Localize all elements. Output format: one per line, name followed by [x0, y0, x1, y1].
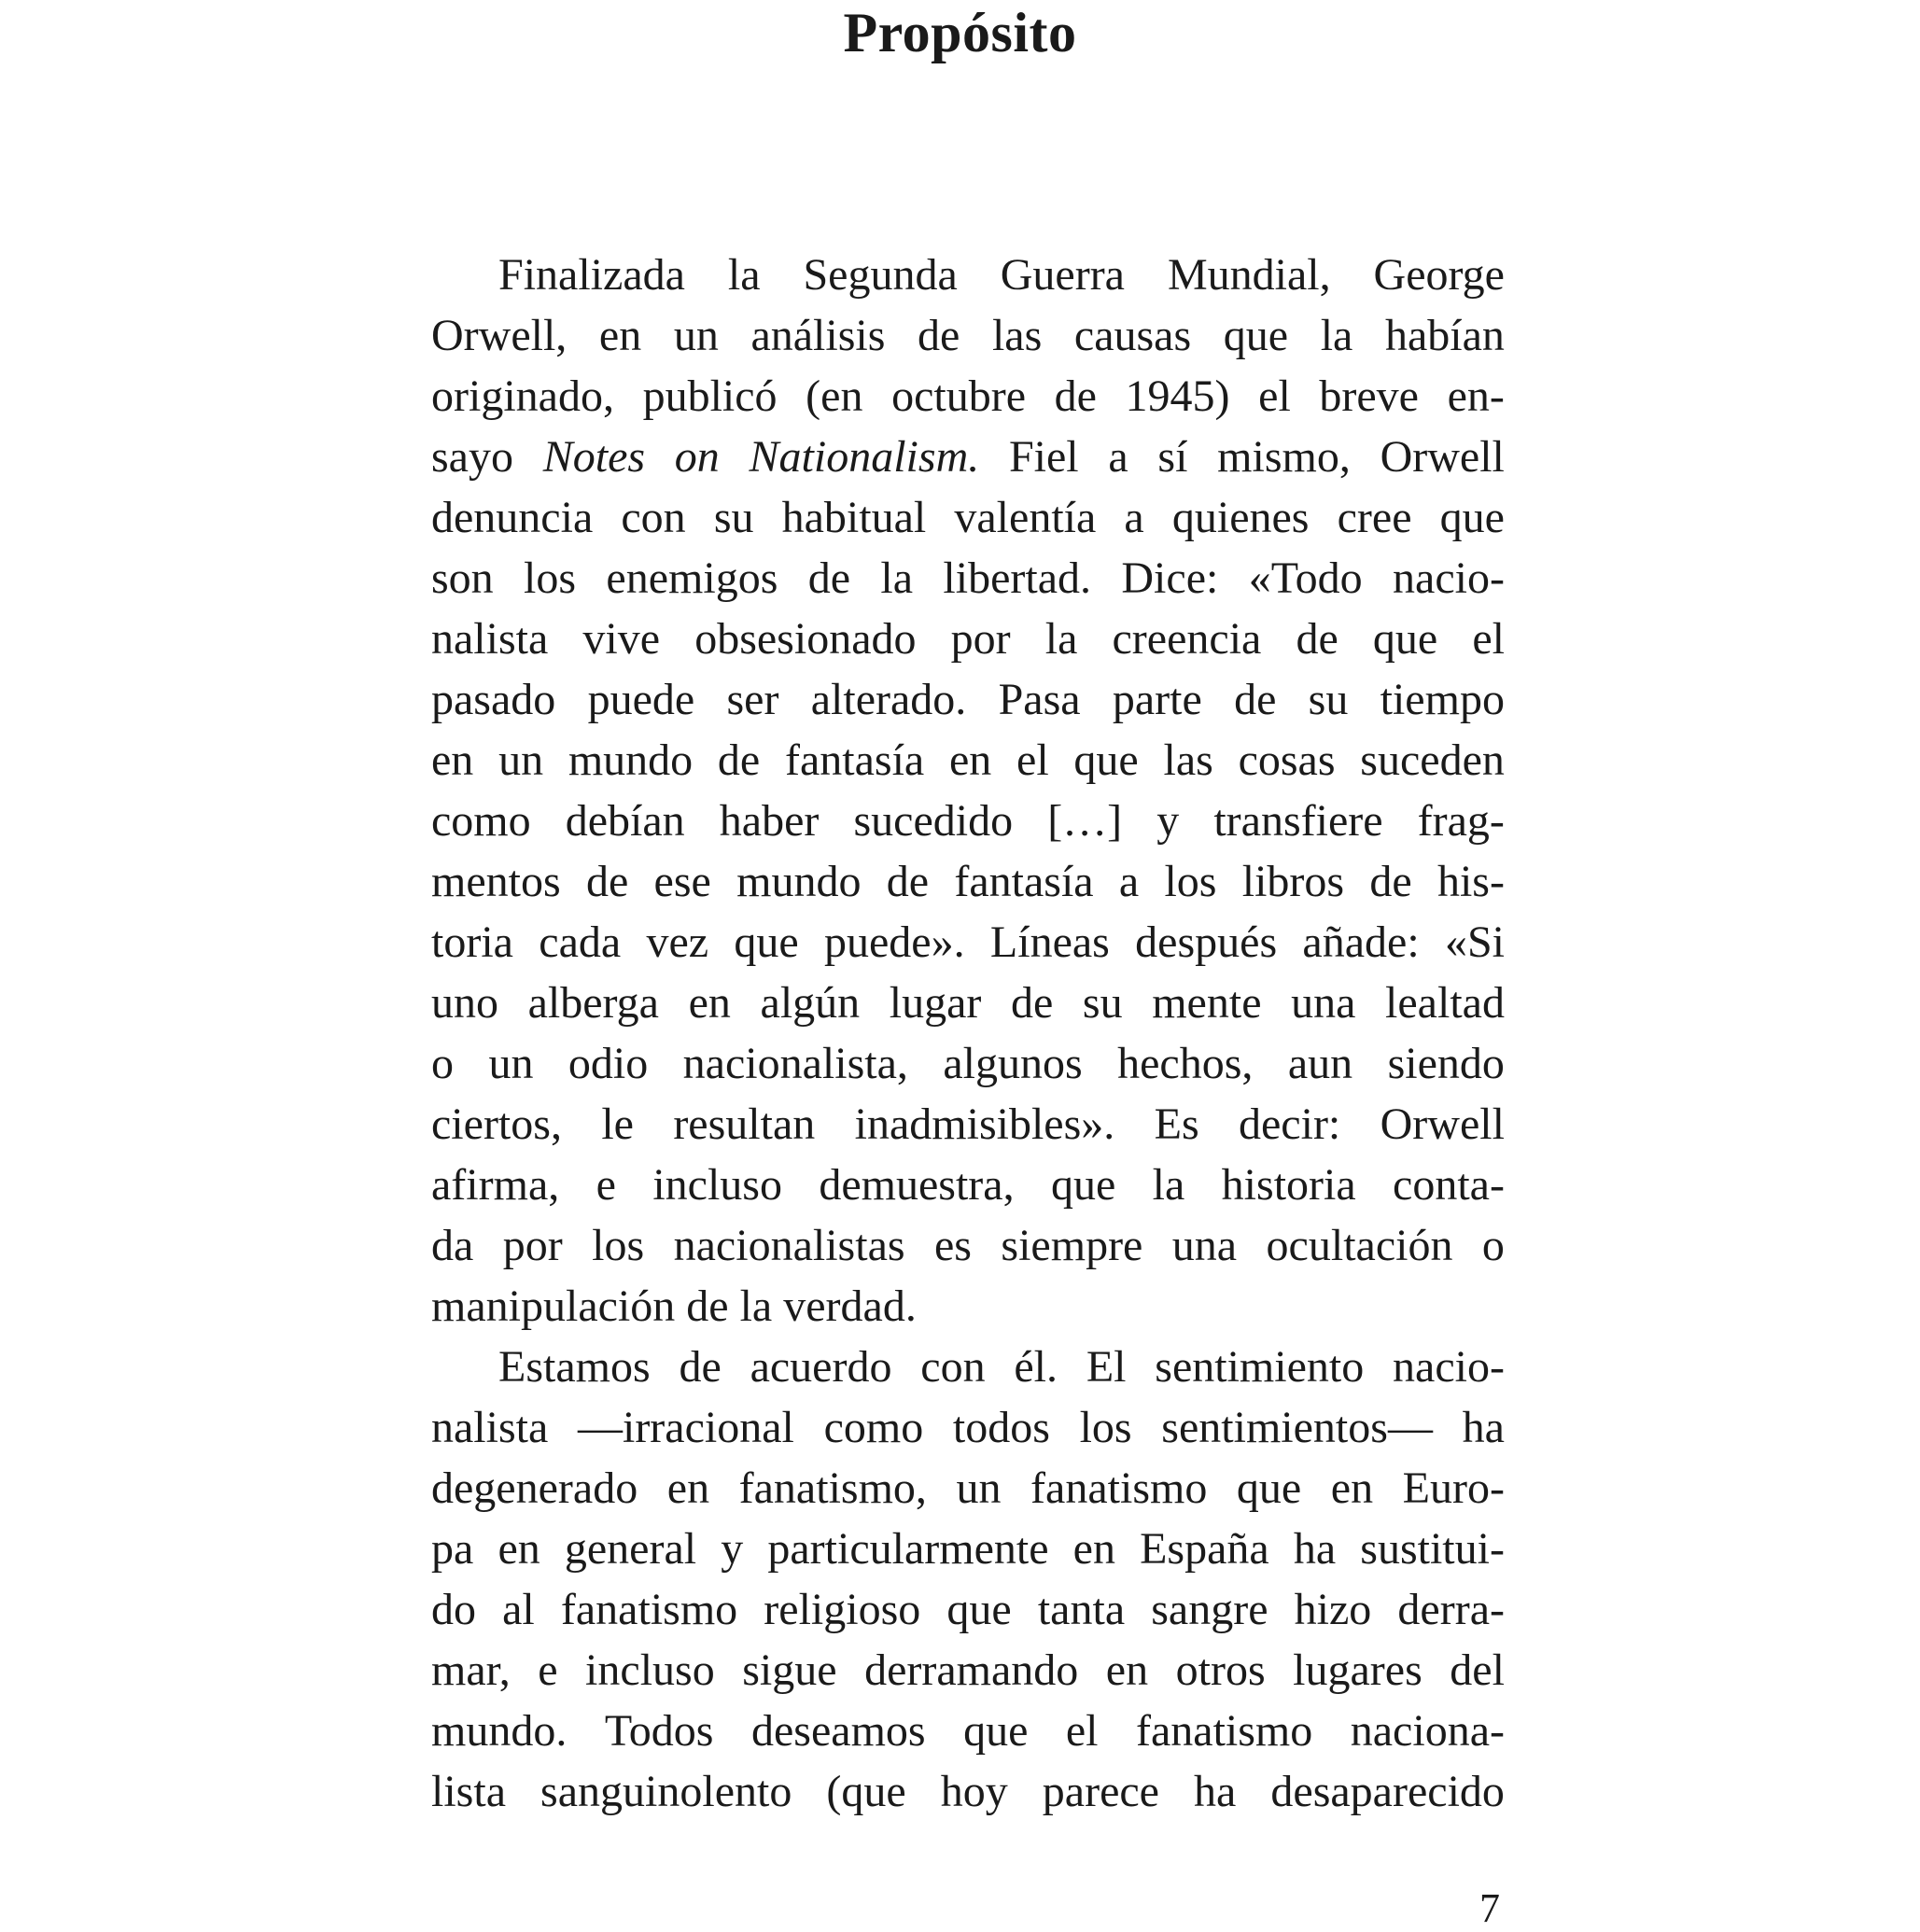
text-line: nalista vive obsesionado por la creencia de que el [431, 614, 1505, 664]
text-line: ciertos, le resultan inadmisibles». Es decir: Orwell [431, 1099, 1505, 1149]
text-line: do al fanatismo religioso que tanta sangre hizo derra- [431, 1585, 1505, 1634]
text-line: originado, publicó (en octubre de 1945) el breve en- [431, 371, 1505, 421]
text-line: toria cada vez que puede». Líneas después añade: «Si [431, 917, 1505, 967]
page-number: 7 [1479, 1885, 1500, 1931]
text-line: sayo Notes on Nationalism. Fiel a sí mismo, Orwell [431, 432, 1505, 482]
text-line: como debían haber sucedido […] y transfiere frag- [431, 796, 1505, 846]
text-line: en un mundo de fantasía en el que las cosas suceden [431, 735, 1505, 785]
text-line: uno alberga en algún lugar de su mente una lealtad [431, 978, 1505, 1028]
text-line: mundo. Todos deseamos que el fanatismo naciona- [431, 1706, 1505, 1756]
text-line: son los enemigos de la libertad. Dice: «Todo nacio- [431, 553, 1505, 603]
text-line: degenerado en fanatismo, un fanatismo que en Euro- [431, 1463, 1505, 1513]
text-line: pasado puede ser alterado. Pasa parte de su tiempo [431, 675, 1505, 724]
text-line: pa en general y particularmente en España ha sustitui- [431, 1524, 1505, 1574]
text-line: manipulación de la verdad. [431, 1281, 917, 1331]
text-line: da por los nacionalistas es siempre una ocultación o [431, 1221, 1505, 1270]
text-line: lista sanguinolento (que hoy parece ha desaparecido [431, 1767, 1505, 1816]
body-text [431, 245, 1505, 1822]
text-line: afirma, e incluso demuestra, que la historia conta- [431, 1160, 1505, 1210]
text-line: Finalizada la Segunda Guerra Mundial, George [498, 250, 1505, 300]
text-line: mar, e incluso sigue derramando en otros lugares del [431, 1645, 1505, 1695]
text-line: Estamos de acuerdo con él. El sentimiento nacio- [498, 1342, 1505, 1392]
text-line: o un odio nacionalista, algunos hechos, aun siendo [431, 1039, 1505, 1088]
text-line: denuncia con su habitual valentía a quienes cree que [431, 493, 1505, 542]
page-title: Propósito [843, 2, 1077, 63]
text-line: nalista —irracional como todos los sentimientos— ha [431, 1403, 1505, 1452]
text-line: mentos de ese mundo de fantasía a los libros de his- [431, 857, 1505, 906]
text-line: Orwell, en un análisis de las causas que la habían [431, 311, 1505, 360]
